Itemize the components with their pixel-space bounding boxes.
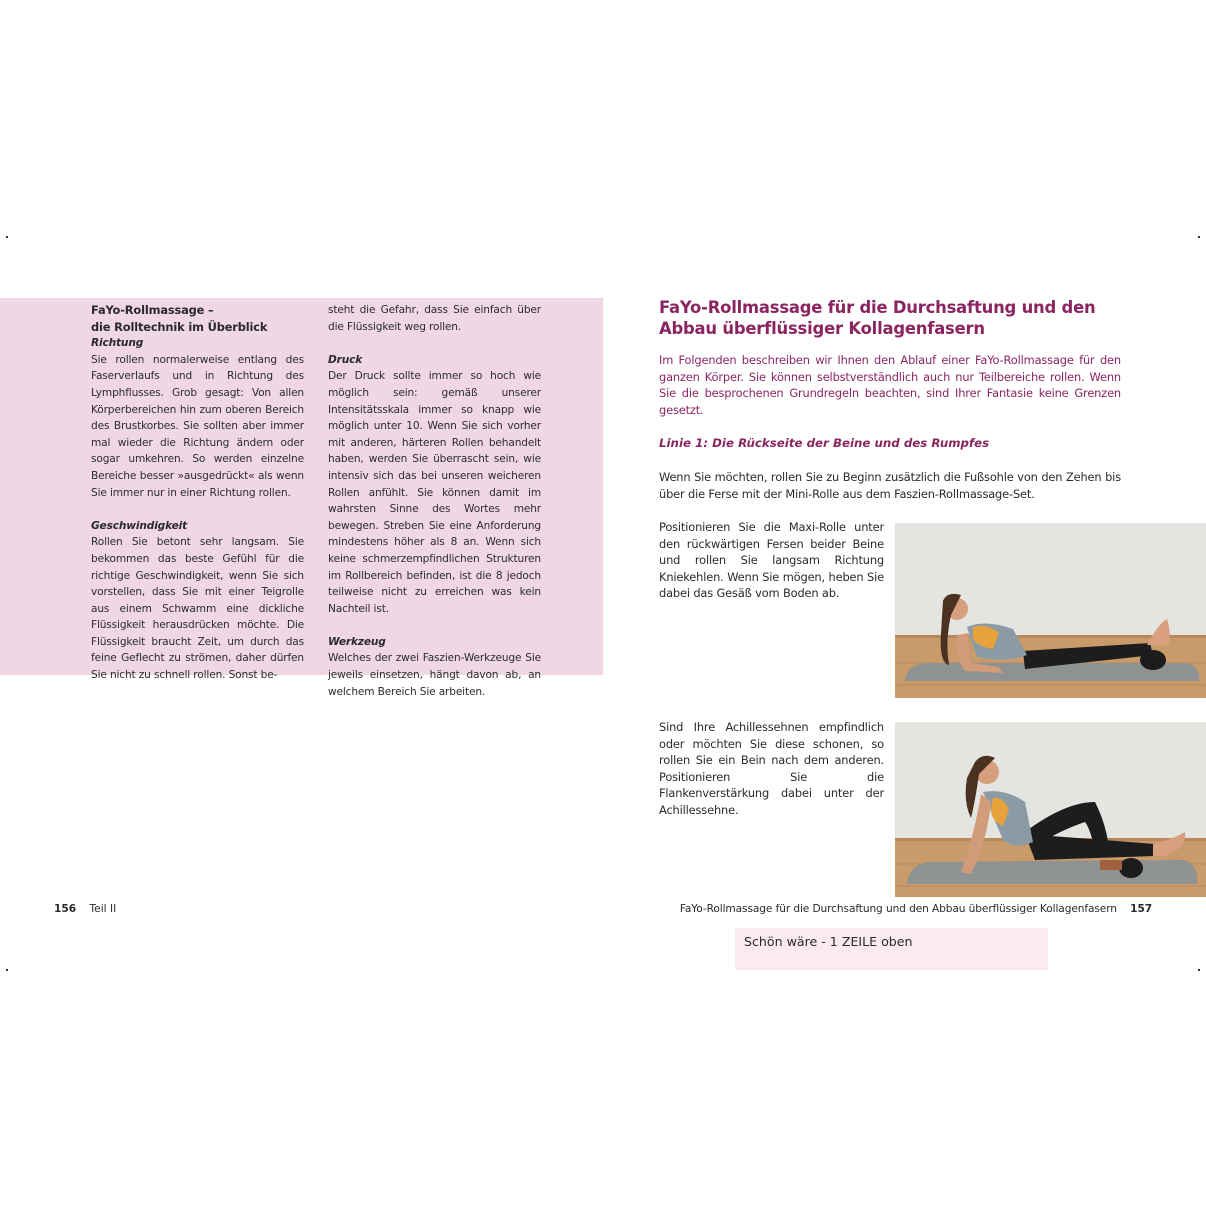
paragraph-feet: Wenn Sie möchten, rollen Sie zu Beginn zusätzlich die Fußsohle von den Zehen bis über die Ferse mit der Mini-Rolle aus dem Faszien-Rollmassage-Set. [659, 470, 1121, 501]
info-box-column-right [328, 302, 541, 700]
intro-paragraph: Im Folgenden beschreiben wir Ihnen den Ablauf einer FaYo-Rollmassage für den ganzen Körper. Sie können selbstverständlich auch nur Teilbereiche rollen. Wenn Sie die besprochenen Grundregeln beachten, sind Ihrer Fantasie keine Grenzen gesetzt. [659, 353, 1121, 417]
photo-lying-roll-icon [895, 523, 1206, 698]
page-number-right: 157 [1130, 903, 1152, 915]
crop-mark-top-left [6, 236, 8, 238]
section-heading-druck: Druck [328, 353, 363, 366]
section-text-continuation: steht die Gefahr, dass Sie einfach über die Flüssigkeit weg rollen. [328, 304, 541, 333]
photo-sitting-roll-icon [895, 722, 1206, 897]
editor-note-text: Schön wäre - 1 ZEILE oben [744, 934, 913, 949]
info-box-title-line1: FaYo-Rollmassage – [91, 303, 214, 317]
paragraph-maxi-rolle: Positionieren Sie die Maxi-Rolle unter den rückwärtigen Fersen beider Beine und rollen Sie langsam Richtung Kniekehlen. Wenn Sie mögen, heben Sie dabei das Gesäß vom Boden ab. [659, 520, 884, 601]
section-text-geschwindigkeit: Rollen Sie betont sehr langsam. Sie bekommen das beste Gefühl für die richtige Geschwindigkeit, wenn Sie sich vorstellen, dass Sie mit einer Teigrolle aus einem Schwamm eine dickliche Flüssigkeit herausdrücken möchte. Die Flüssigkeit braucht Zeit, um durch das feine Geflecht zu strömen, daher dürfen Sie nicht zu schnell rollen. Sonst be- [91, 536, 304, 682]
exercise-photo-1 [895, 523, 1206, 698]
section-heading-geschwindigkeit: Geschwindigkeit [91, 519, 188, 532]
section-heading-richtung: Richtung [91, 337, 144, 350]
page-heading: FaYo-Rollmassage für die Durchsaftung und den Abbau überflüssiger Kollagenfasern [659, 298, 1096, 338]
footer-left [54, 902, 116, 916]
crop-mark-bottom-right [1198, 969, 1200, 971]
exercise-photo-2 [895, 722, 1206, 897]
crop-mark-bottom-left [6, 969, 8, 971]
info-box-title-line2: die Rolltechnik im Überblick [91, 319, 268, 334]
crop-mark-top-right [1198, 236, 1200, 238]
section-heading-werkzeug: Werkzeug [328, 635, 386, 648]
section-text-werkzeug: Welches der zwei Faszien-Werkzeuge Sie jeweils einsetzen, hängt davon ab, an welchem Bereich Sie arbeiten. [328, 652, 541, 698]
page-number-left: 156 [54, 903, 77, 915]
editor-note-box [735, 928, 1048, 970]
info-box-title [91, 302, 304, 335]
footer-section-label: Teil II [89, 903, 117, 915]
footer-running-title: FaYo-Rollmassage für die Durchsaftung und den Abbau überflüssiger Kollagenfasern [679, 903, 1117, 915]
section-text-druck: Der Druck sollte immer so hoch wie möglich sein: gemäß unserer Intensitätsskala immer so knapp wie möglich unter 10. Wenn Sie sich vorher mit anderen, härteren Rollen behandelt haben, werden Sie überrascht sein, wie intensiv sich das bei unseren weicheren Rollen anfühlt. Sie können damit im wahrsten Sinne des Wortes mehr bewegen. Streben Sie eine Anforderung mindestens höher als 8 an. Wenn sich keine schmerzempfindlichen Strukturen im Rollbereich befinden, ist die 8 jedoch teilweise nicht zu erreichen was kein Nachteil ist. [328, 370, 541, 615]
footer-right [680, 902, 1152, 916]
info-box-column-left [91, 302, 304, 684]
paragraph-achilles: Sind Ihre Achillessehnen empfindlich oder möchten Sie diese schonen, so rollen Sie ein Bein nach dem anderen. Positionieren Sie die Flankenverstärkung dabei unter der Achillessehne. [659, 720, 884, 817]
subheading-linie-1: Linie 1: Die Rückseite der Beine und des Rumpfes [659, 436, 990, 450]
section-text-richtung: Sie rollen normalerweise entlang des Faserverlaufs und in Richtung des Lymphflusses. Grob gesagt: Von allen Körperbereichen hin zum oberen Bereich des Brustkorbes. Sie sollten aber immer mal wieder die Richtung ändern oder sogar umkehren. So werden einzelne Bereiche besser »ausgedrückt« als wenn Sie immer nur in einer Richtung rollen. [91, 353, 304, 499]
